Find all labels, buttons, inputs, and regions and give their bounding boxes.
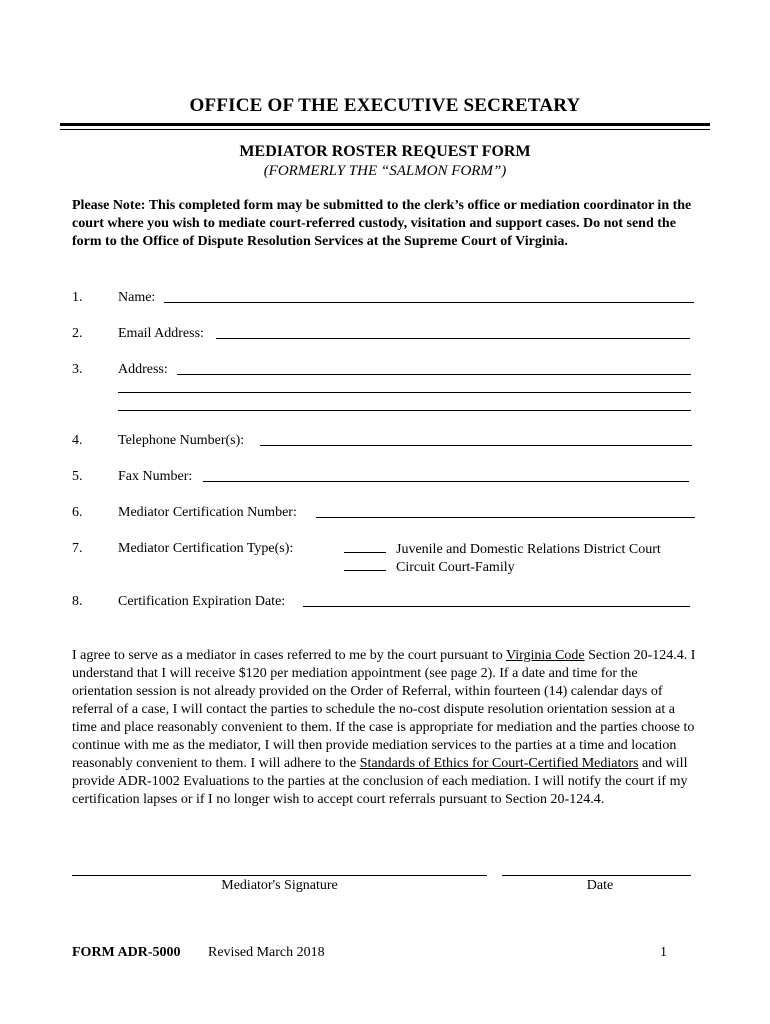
- email-input-line[interactable]: [216, 338, 690, 339]
- form-title: MEDIATOR ROSTER REQUEST FORM: [239, 143, 531, 160]
- option-label: Juvenile and Domestic Relations District Court: [396, 542, 661, 557]
- fax-input-line[interactable]: [203, 481, 689, 482]
- field-number: 8.: [72, 594, 83, 609]
- revision-date: Revised March 2018: [208, 945, 325, 960]
- name-input-line[interactable]: [164, 302, 694, 303]
- standards-of-ethics-link[interactable]: Standards of Ethics for Court-Certified Mediators: [359, 756, 639, 771]
- signature-label: Mediator's Signature: [221, 878, 338, 893]
- field-label: Name:: [118, 290, 156, 305]
- field-number: 3.: [72, 362, 83, 377]
- agreement-text: Section 20-124.4. I understand that I will receive $120 per mediation appointment (see page 2). If a date and time for the orientation session is not already provided on the Order of Referral, within fourteen (14) calendar days of referral of a case, I will contact the parties to schedule the no-cost dispute resolution orientation session at a time and place reasonably convenient to them. If the case is appropriate for mediation and the parties choose to continue with me as the mediator, I will then provide mediation services to the parties at a time and location reasonably convenient to them. I will adhere to the: [72, 648, 696, 771]
- date-input-line[interactable]: [502, 875, 691, 876]
- header-rule-thick: [60, 123, 710, 126]
- field-label: Mediator Certification Type(s):: [118, 541, 294, 556]
- agreement-text: I agree to serve as a mediator in cases referred to me by the court pursuant to: [72, 648, 506, 663]
- field-number: 2.: [72, 326, 83, 341]
- signature-input-line[interactable]: [72, 875, 487, 876]
- field-number: 7.: [72, 541, 83, 556]
- certification-type-option-jdr[interactable]: [344, 540, 661, 559]
- header-rule-thin: [60, 129, 710, 130]
- certification-number-input-line[interactable]: [316, 517, 695, 518]
- page-number: 1: [660, 945, 667, 960]
- field-number: 4.: [72, 433, 83, 448]
- field-number: 1.: [72, 290, 83, 305]
- field-label: Address:: [118, 362, 168, 377]
- submission-note: Please Note: This completed form may be submitted to the clerk’s office or mediation coordinator in the court where you wish to mediate court-referred custody, visitation and support cases. Do not send the form to the Office of Dispute Resolution Services at the Supreme Court of Virginia.: [72, 198, 692, 249]
- field-label: Telephone Number(s):: [118, 433, 245, 448]
- field-label: Email Address:: [118, 326, 204, 341]
- address-input-line-3[interactable]: [118, 410, 691, 411]
- field-number: 6.: [72, 505, 83, 520]
- option-label: Circuit Court-Family: [396, 560, 515, 575]
- address-input-line-2[interactable]: [118, 392, 691, 393]
- address-input-line-1[interactable]: [177, 374, 691, 375]
- field-number: 5.: [72, 469, 83, 484]
- virginia-code-link[interactable]: Virginia Code: [505, 648, 585, 663]
- office-title: OFFICE OF THE EXECUTIVE SECRETARY: [189, 95, 581, 116]
- field-label: Certification Expiration Date:: [118, 594, 286, 609]
- field-label: Mediator Certification Number:: [118, 505, 297, 520]
- checkbox-blank[interactable]: [344, 558, 386, 571]
- agreement-paragraph: [72, 647, 698, 809]
- form-subtitle: (FORMERLY THE “SALMON FORM”): [263, 163, 507, 179]
- certification-type-option-circuit[interactable]: [344, 558, 515, 577]
- agreement-text: and will provide ADR-1002 Evaluations to the parties at the conclusion of each mediation. I will notify the court if my certification lapses or if I no longer wish to accept court referrals pursuant to Section 20-124.4.: [72, 756, 688, 807]
- form-number: FORM ADR-5000: [72, 945, 181, 960]
- expiration-date-input-line[interactable]: [303, 606, 690, 607]
- telephone-input-line[interactable]: [260, 445, 692, 446]
- date-label: Date: [586, 878, 614, 893]
- checkbox-blank[interactable]: [344, 540, 386, 553]
- field-label: Fax Number:: [118, 469, 193, 484]
